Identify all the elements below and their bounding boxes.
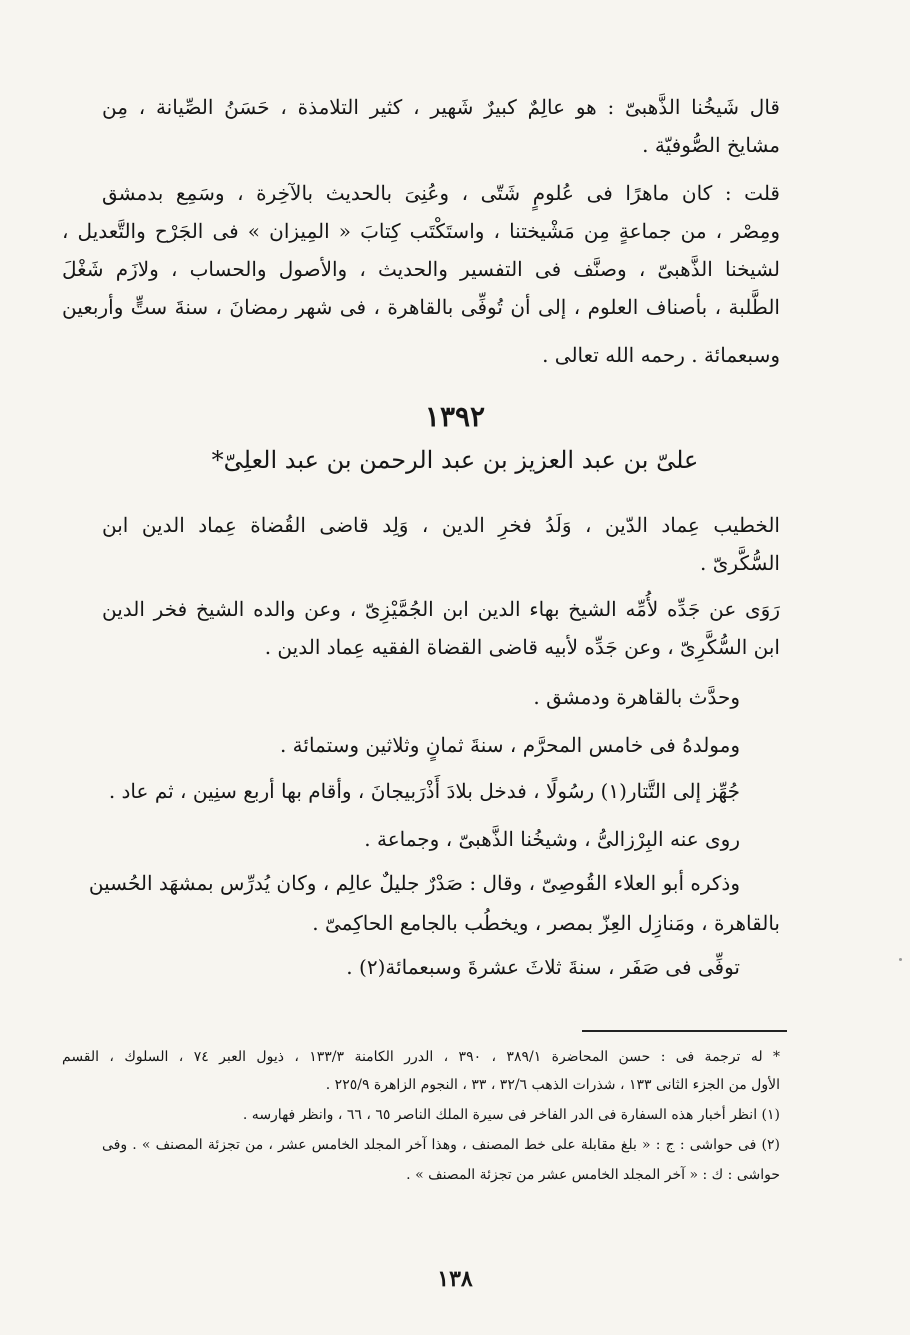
paragraph-line: ومِصْر ، من جماعةٍ مِن مَشْيختنا ، واستَكْتَب كِتابَ « المِيزان » فى الجَرْح والتَّعديل ، xyxy=(62,219,780,243)
entry-number: ١٣٩٢ xyxy=(424,400,486,433)
paragraph-line: مشايخ الصُّوفيّة . xyxy=(642,133,780,157)
paragraph-line: الخطيب عِماد الدّين ، وَلَدُ فخرِ الدين ، وَلِد قاضى القُضاة عِماد الدين ابن xyxy=(102,513,780,537)
paragraph-line: بالقاهرة ، ومَنازِل العِزّ بمصر ، ويخطُب بالجامع الحاكِمىّ . xyxy=(312,911,780,935)
paragraph-line: لشيخنا الذَّهبىّ ، وصنَّف فى التفسير والحديث ، والأصول والحساب ، ولازَم شَغْلَ xyxy=(62,257,780,281)
paragraph-line: وحدَّث بالقاهرة ودمشق . xyxy=(533,685,740,709)
footnote-line: * له ترجمة فى : حسن المحاضرة ٣٨٩/١ ، ٣٩٠ ، الدرر الكامنة ١٣٣/٣ ، ذيول العبر ٧٤ ، السلوك ، القسم xyxy=(62,1049,780,1065)
paragraph-line: جُهِّز إلى التَّتار(١) رسُولًا ، فدخل بلادَ أَذْرَبيجانَ ، وأقام بها أربع سنِين ، ثم عاد . xyxy=(108,779,740,803)
paragraph-line: وسبعمائة . رحمه الله تعالى . xyxy=(542,343,780,367)
entry-title: علىّ بن عبد العزيز بن عبد الرحمن بن عبد العلِىّ* xyxy=(211,446,699,474)
page-number: ١٣٨ xyxy=(437,1266,473,1292)
paragraph-line: الطَّلبة ، بأصناف العلوم ، إلى أن تُوفِّى بالقاهرة ، فى شهر رمضانَ ، سنةَ ستٍّ وأربعين xyxy=(62,295,780,319)
paragraph-line: توفِّى فى صَفَر ، سنةَ ثلاثَ عشرةَ وسبعمائة(٢) . xyxy=(346,955,740,979)
paragraph-line: ومولدهُ فى خامس المحرَّم ، سنةَ ثمانٍ وثلاثين وستمائة . xyxy=(279,733,740,757)
footnote-line: حواشى : ك : « آخر المجلد الخامس عشر من تجزئة المصنف » . xyxy=(406,1167,780,1183)
paragraph-line: ابن السُّكَّرِىّ ، وعن جَدِّه لأبيه قاضى القضاة الفقيه عِماد الدين . xyxy=(264,635,780,659)
footnote-line: (٢) فى حواشى : ج : « بلغ مقابلة على خط المصنف ، وهذا آخر المجلد الخامس عشر ، من تجزئة المصنف » . وفى xyxy=(102,1137,780,1153)
paragraph-line: وذكره أبو العلاء القُوصِىّ ، وقال : صَدْرٌ جليلٌ عالِم ، وكان يُدرِّس بمشهَد الحُسين xyxy=(88,871,740,895)
footnote-line: الأول من الجزء الثانى ١٣٣ ، شذرات الذهب ٣٢/٦ ، ٣٣ ، النجوم الزاهرة ٢٢٥/٩ . xyxy=(325,1077,780,1093)
footnote-separator xyxy=(582,1030,787,1032)
paragraph-line: قال شَيخُنا الذَّهبىّ : هو عالِمٌ كبيرٌ شَهير ، كثير التلامذة ، حَسَنُ الصِّيانة ، مِن xyxy=(102,95,780,119)
footnote-line: (١) انظر أخبار هذه السفارة فى الدر الفاخر فى سيرة الملك الناصر ٦٥ ، ٦٦ ، وانظر فهارسه . xyxy=(242,1107,780,1123)
paragraph-line: السُّكَّرىّ . xyxy=(700,551,780,575)
paper-speck xyxy=(899,958,902,961)
paragraph-line: رَوَى عن جَدِّه لأُمِّه الشيخ بهاء الدين ابن الجُمَّيْزِىّ ، وعن والده الشيخ فخر الدين xyxy=(102,597,780,621)
paragraph-line: قلت : كان ماهرًا فى عُلومٍ شَتّى ، وعُنِىَ بالحديث بالآخِرة ، وسَمِع بدمشق xyxy=(102,181,780,205)
paragraph-line: روى عنه البِرْزالىُّ ، وشيخُنا الذَّهبىّ ، وجماعة . xyxy=(364,827,740,851)
